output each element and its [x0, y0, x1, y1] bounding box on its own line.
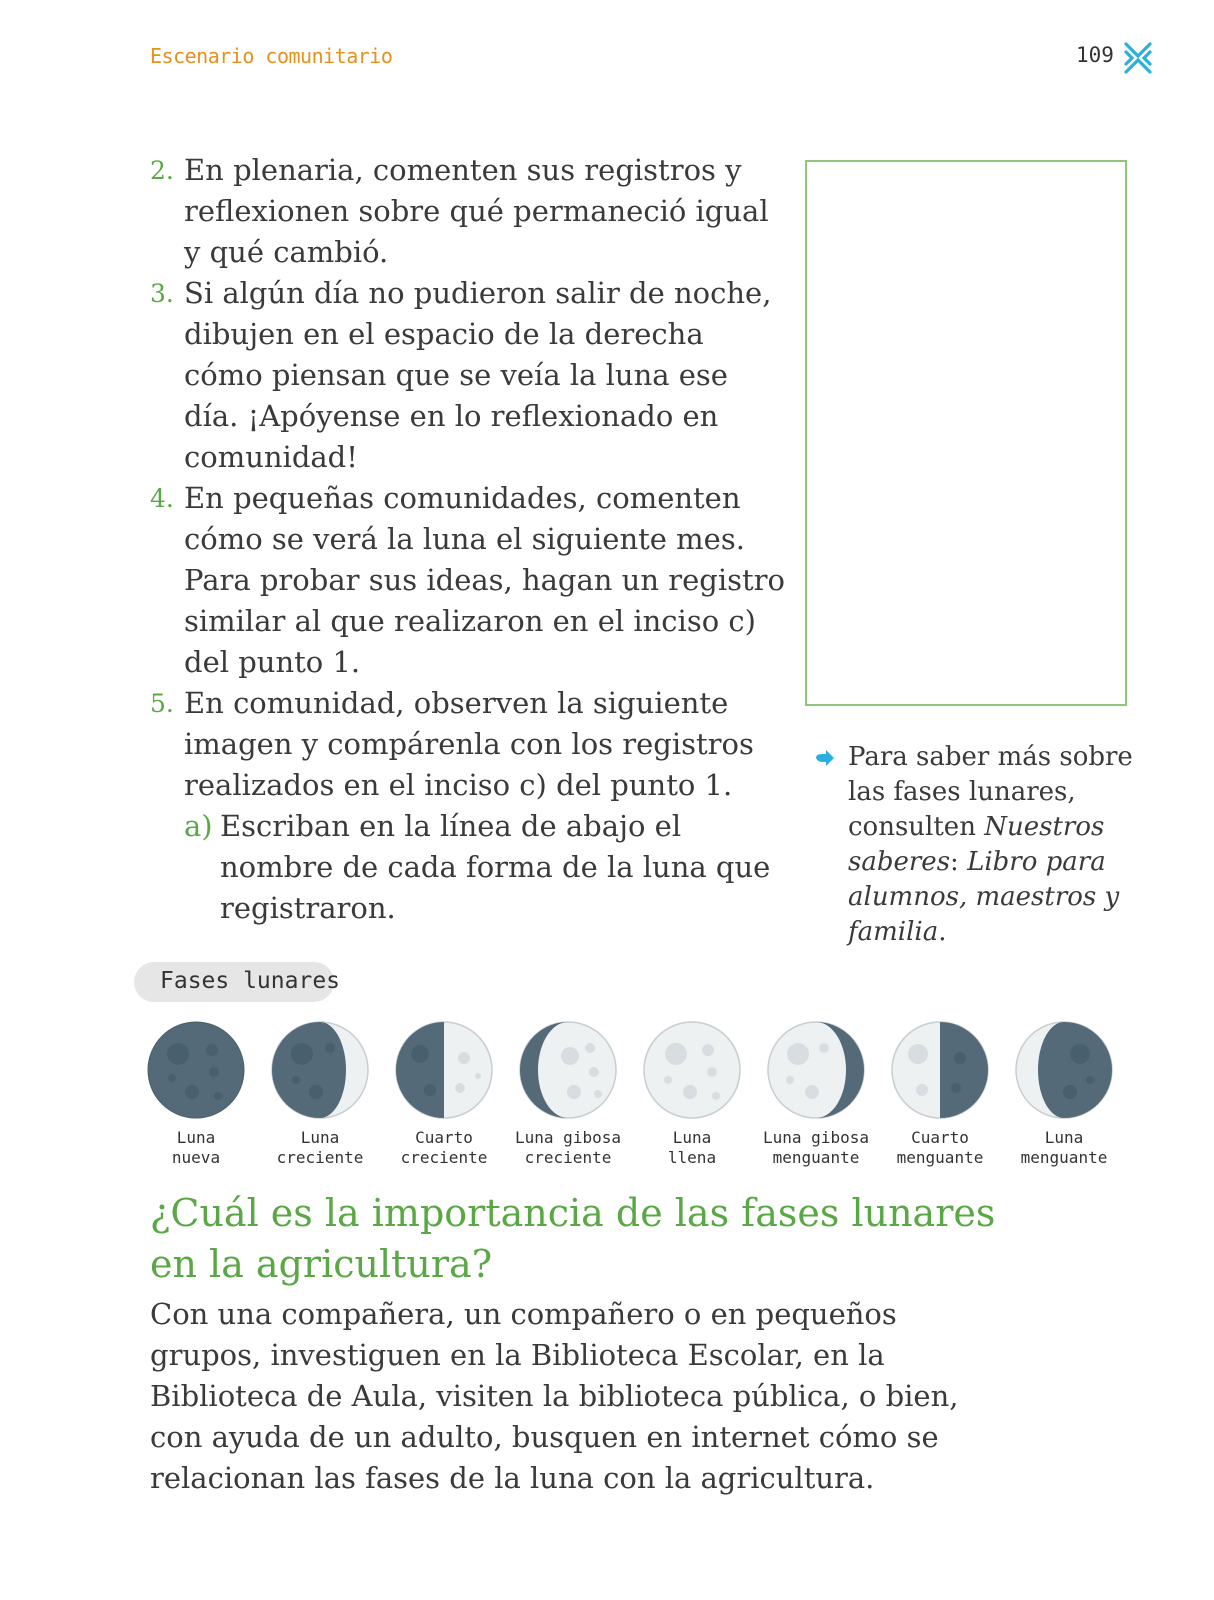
step-4 [150, 478, 790, 683]
step-number: 2. [150, 156, 174, 185]
activity-steps [150, 150, 790, 929]
header-section-label: Escenario comunitario [150, 44, 393, 68]
note-text: Para saber más sobre las fases lunares, consulten [848, 742, 1133, 842]
page-number: 109 [1076, 43, 1114, 67]
phases-title: Fases lunares [160, 968, 341, 994]
step-text: En plenaria, comenten sus registros y reflexionen sobre qué permaneció igual y qué cambió. [184, 153, 769, 269]
phase-new-moon [136, 1020, 256, 1168]
substep-a [150, 806, 790, 929]
step-text: Si algún día no pudieron salir de noche, dibujen en el espacio de la derecha cómo piensan que se veía la luna ese día. ¡Apóyense en lo reflexionado en comunidad! [184, 276, 772, 474]
phase-label: Cuarto menguante [896, 1128, 984, 1167]
phase-full-moon [632, 1020, 752, 1168]
full-moon-icon [642, 1020, 742, 1120]
step-number: 3. [150, 279, 174, 308]
phase-waning-gibbous [756, 1020, 876, 1168]
phase-waning-crescent [1004, 1020, 1124, 1168]
drawing-area[interactable] [805, 160, 1127, 706]
phase-label: Luna menguante [1020, 1128, 1108, 1167]
phase-first-quarter [384, 1020, 504, 1168]
book-logo-icon [1122, 40, 1154, 76]
substep-text: Escriban en la línea de abajo el nombre de cada forma de la luna que registraron. [220, 809, 771, 925]
book-subtitle: Libro para alumnos, maestros y familia [848, 847, 1120, 947]
waning-crescent-icon [1014, 1020, 1114, 1120]
phase-waxing-gibbous [508, 1020, 628, 1168]
arrow-right-icon [814, 748, 836, 768]
step-number: 5. [150, 689, 174, 718]
step-number: 4. [150, 484, 174, 513]
phase-waxing-crescent [260, 1020, 380, 1168]
substep-letter: a) [184, 809, 213, 843]
note-colon: : [950, 847, 968, 877]
waxing-crescent-icon [270, 1020, 370, 1120]
phase-label: Luna gibosa creciente [515, 1128, 621, 1167]
phase-label: Luna llena [667, 1128, 717, 1167]
reference-note [848, 740, 1168, 950]
phase-label: Cuarto creciente [400, 1128, 488, 1167]
phase-label: Luna gibosa menguante [763, 1128, 869, 1167]
note-period: . [938, 917, 947, 947]
new-moon-icon [146, 1020, 246, 1120]
waning-gibbous-icon [766, 1020, 866, 1120]
step-2 [150, 150, 790, 273]
last-quarter-icon [890, 1020, 990, 1120]
waxing-gibbous-icon [518, 1020, 618, 1120]
first-quarter-icon [394, 1020, 494, 1120]
step-text: En pequeñas comunidades, comenten cómo se verá la luna el siguiente mes. Para probar sus ideas, hagan un registro similar al que realizaron en el inciso c) del punto 1. [184, 481, 785, 679]
phase-last-quarter [880, 1020, 1000, 1168]
step-3 [150, 273, 790, 478]
phase-label: Luna nueva [171, 1128, 221, 1167]
phase-label: Luna creciente [276, 1128, 364, 1167]
section-body-text: Con una compañera, un compañero o en pequeños grupos, investiguen en la Biblioteca Escolar, en la Biblioteca de Aula, visiten la biblioteca pública, o bien, con ayuda de un adulto, busquen en internet cómo se relacionan las fases de la luna con la agricultura. [150, 1297, 959, 1495]
step-5 [150, 683, 790, 806]
book-title: Nuestros saberes [848, 812, 1105, 877]
step-text: En comunidad, observen la siguiente imagen y compárenla con los registros realizados en el inciso c) del punto 1. [184, 686, 754, 802]
section-heading: ¿Cuál es la importancia de las fases lunares en la agricultura? [150, 1191, 996, 1286]
